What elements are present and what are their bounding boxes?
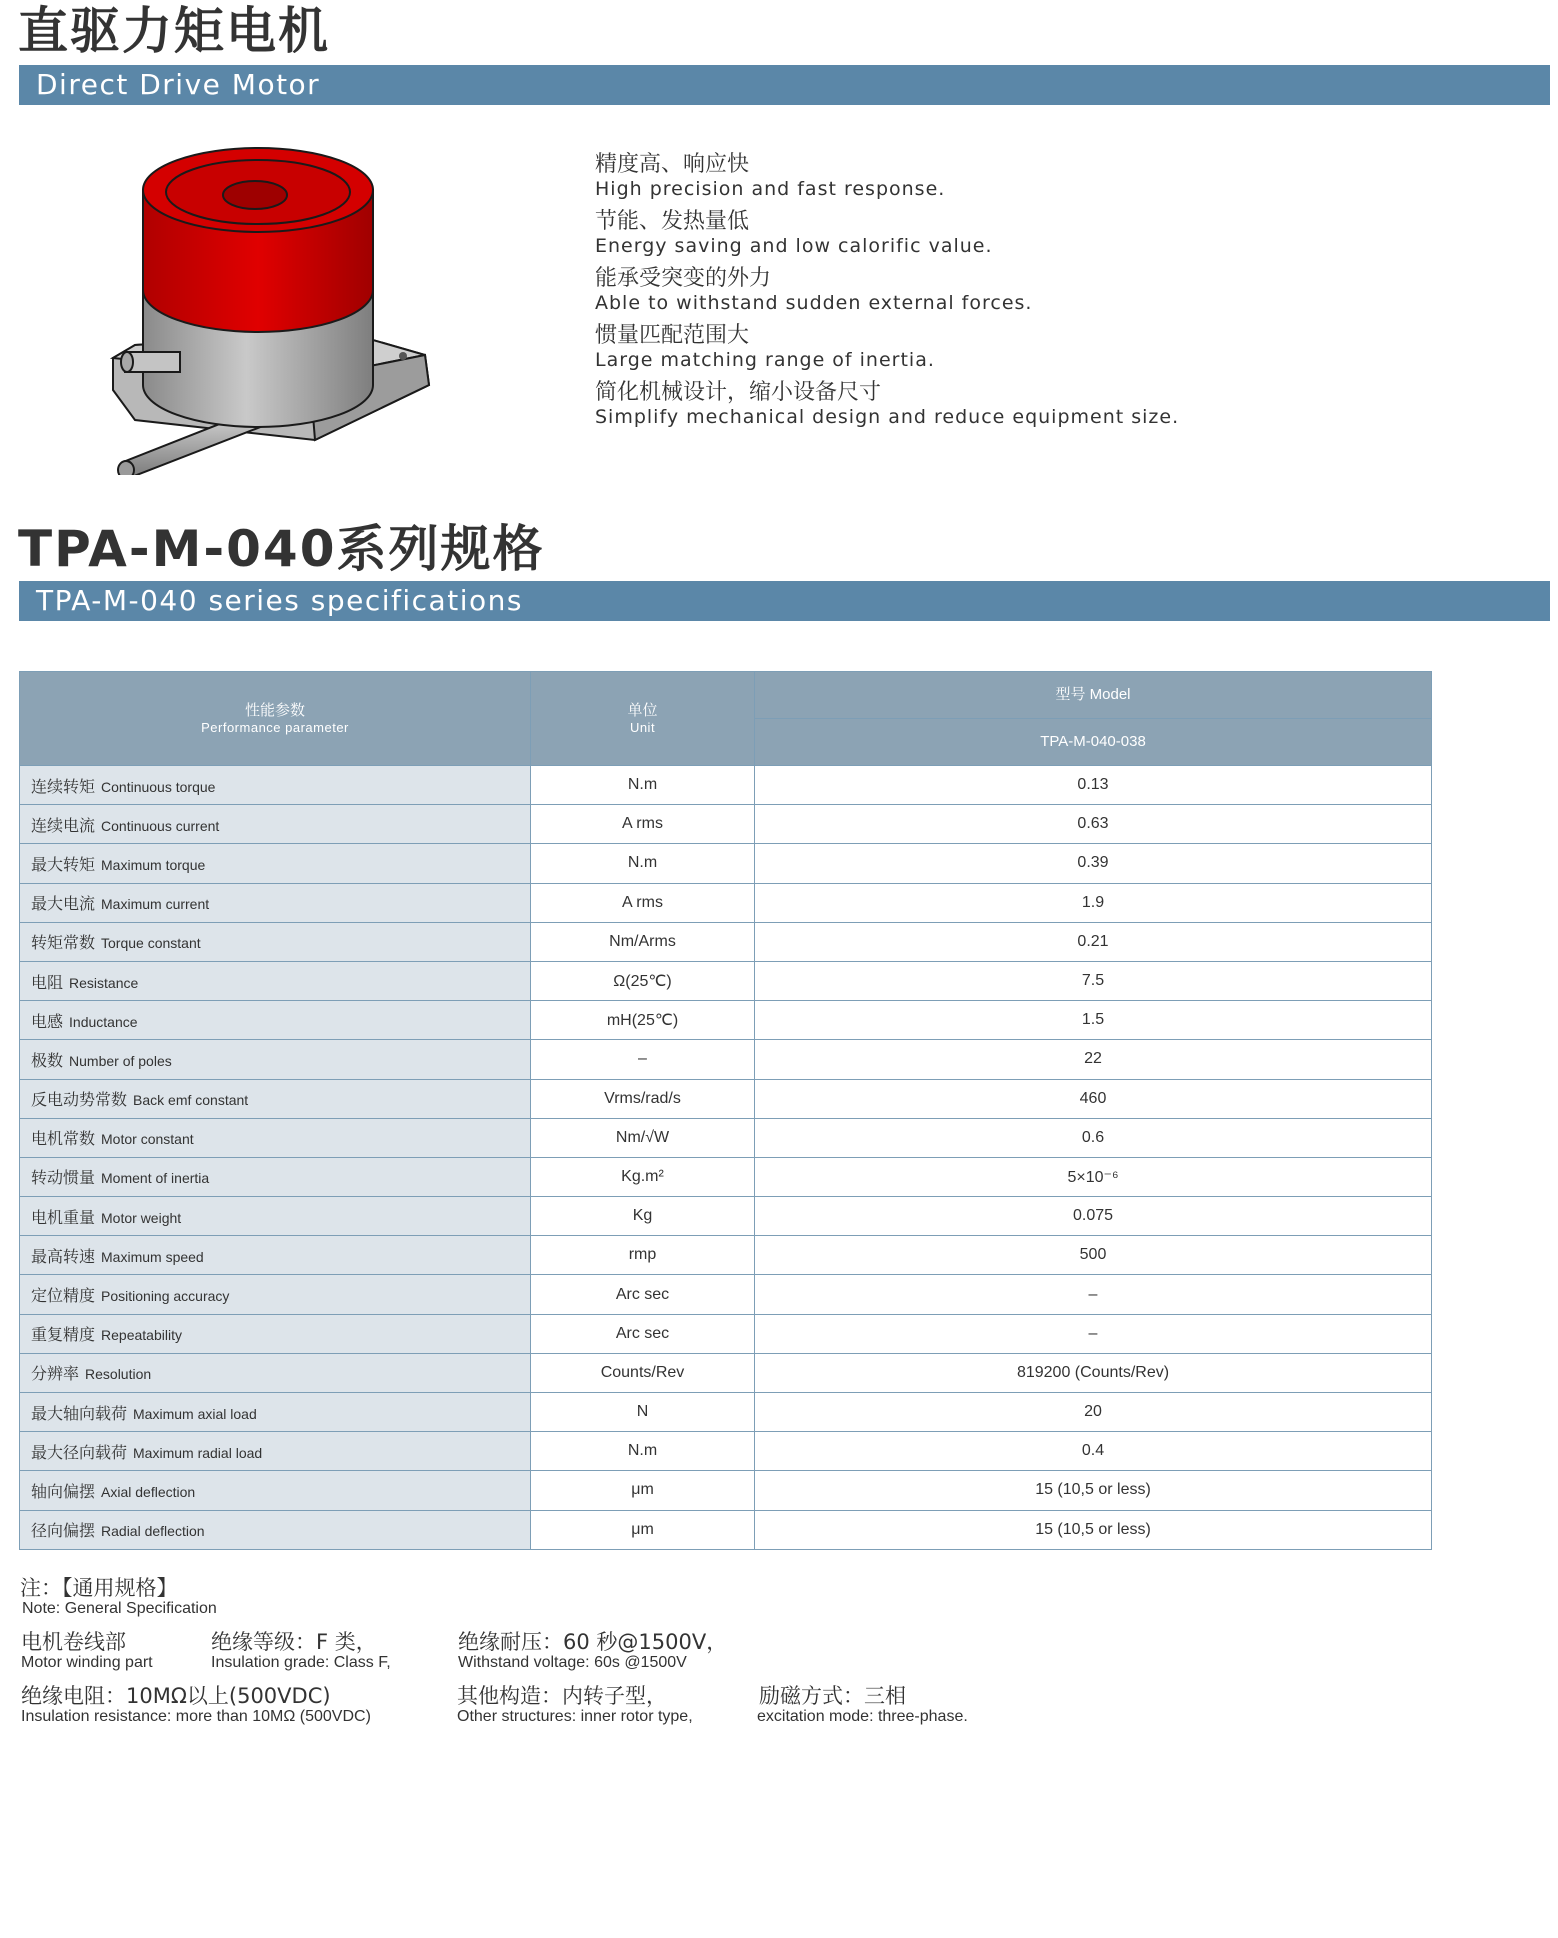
feature-cn: 惯量匹配范围大 <box>595 323 750 348</box>
param-cn: 径向偏摆 <box>31 1523 96 1541</box>
header-unit-en: Unit <box>629 719 656 735</box>
table-row <box>20 1393 1432 1432</box>
section-title-en-bar: Direct Drive Motor <box>19 65 1550 105</box>
param-en: Maximum current <box>101 896 210 913</box>
feature-en: Large matching range of inertia. <box>595 349 935 371</box>
param-cn: 电感 <box>31 1013 64 1031</box>
feature-item <box>595 266 1179 314</box>
param-cn: 定位精度 <box>31 1288 96 1306</box>
param-en: Maximum speed <box>101 1248 204 1265</box>
param-cn: 连续转矩 <box>31 778 96 796</box>
value-cell: – <box>755 1314 1432 1353</box>
feature-item <box>595 152 1179 200</box>
notes-title-en: Note: General Specification <box>22 1600 217 1617</box>
unit-cell: mH(25℃) <box>531 1001 755 1040</box>
table-row <box>20 844 1432 883</box>
unit-cell: Arc sec <box>531 1275 755 1314</box>
param-cell <box>20 766 531 805</box>
param-cell <box>20 1432 531 1471</box>
value-cell: 460 <box>755 1079 1432 1118</box>
unit-cell: Arc sec <box>531 1314 755 1353</box>
header-param-cn: 性能参数 <box>244 701 305 719</box>
param-cell <box>20 1510 531 1549</box>
feature-cn: 能承受突变的外力 <box>595 266 772 291</box>
table-row <box>20 883 1432 922</box>
table-row <box>20 1157 1432 1196</box>
feature-cn: 精度高、响应快 <box>595 152 750 177</box>
param-cell <box>20 805 531 844</box>
param-en: Inductance <box>69 1013 138 1030</box>
param-en: Maximum axial load <box>133 1405 257 1422</box>
feature-item <box>595 323 1179 371</box>
table-row <box>20 1040 1432 1079</box>
value-cell: 5×10⁻⁶ <box>755 1157 1432 1196</box>
header-model-name-text: TPA-M-040-038 <box>1040 733 1146 750</box>
feature-en: Simplify mechanical design and reduce equipment size. <box>595 406 1180 428</box>
param-cn: 电阻 <box>31 974 64 992</box>
value-cell: 500 <box>755 1236 1432 1275</box>
param-cell <box>20 1236 531 1275</box>
table-row <box>20 961 1432 1000</box>
table-row <box>20 1118 1432 1157</box>
param-cell <box>20 1393 531 1432</box>
feature-item <box>595 380 1179 428</box>
param-cn: 最大电流 <box>31 896 96 914</box>
unit-cell: Nm/√W <box>531 1118 755 1157</box>
param-cell <box>20 1040 531 1079</box>
param-cell <box>20 1079 531 1118</box>
param-en: Maximum radial load <box>133 1444 263 1461</box>
notes-title-cn: 注：【通用规格】 <box>20 1576 178 1600</box>
table-row <box>20 1510 1432 1549</box>
param-cell <box>20 1353 531 1392</box>
excitation-en: excitation mode: three-phase. <box>757 1708 968 1725</box>
param-en: Radial deflection <box>101 1523 205 1540</box>
motor-image <box>105 140 445 475</box>
unit-cell: N.m <box>531 844 755 883</box>
param-en: Motor constant <box>101 1131 194 1148</box>
value-cell: 1.5 <box>755 1001 1432 1040</box>
unit-cell: N.m <box>531 1432 755 1471</box>
header-unit <box>531 672 755 766</box>
unit-cell: Kg <box>531 1197 755 1236</box>
resistance-en: Insulation resistance: more than 10MΩ (500VDC) <box>21 1708 371 1725</box>
value-cell: 0.6 <box>755 1118 1432 1157</box>
unit-cell: Nm/Arms <box>531 922 755 961</box>
table-row <box>20 1001 1432 1040</box>
table-row <box>20 1197 1432 1236</box>
table-row <box>20 1353 1432 1392</box>
param-en: Positioning accuracy <box>101 1288 230 1305</box>
winding-en: Motor winding part <box>21 1654 153 1671</box>
param-cn: 转矩常数 <box>31 935 96 953</box>
param-en: Axial deflection <box>101 1483 196 1500</box>
table-row <box>20 1432 1432 1471</box>
param-cn: 重复精度 <box>31 1327 96 1345</box>
param-cn: 连续电流 <box>31 817 96 835</box>
notes-section <box>20 1572 1220 1772</box>
winding-cn: 电机卷线部 <box>21 1630 126 1654</box>
table-row <box>20 922 1432 961</box>
structure-cn: 其他构造：内转子型， <box>457 1684 667 1708</box>
section-title-cn: 直驱力矩电机 <box>18 2 330 60</box>
param-cn: 最高转速 <box>31 1248 96 1266</box>
resistance-cn: 绝缘电阻：10MΩ以上(500VDC) <box>21 1684 331 1708</box>
param-cn: 电机常数 <box>31 1131 96 1149</box>
value-cell: 0.63 <box>755 805 1432 844</box>
value-cell: 15 (10,5 or less) <box>755 1471 1432 1510</box>
unit-cell: rmp <box>531 1236 755 1275</box>
unit-cell: Counts/Rev <box>531 1353 755 1392</box>
param-cell <box>20 1118 531 1157</box>
unit-cell: N.m <box>531 766 755 805</box>
param-cn: 极数 <box>31 1052 64 1070</box>
param-cell <box>20 961 531 1000</box>
table-row <box>20 1236 1432 1275</box>
feature-en: High precision and fast response. <box>595 178 946 200</box>
param-cell <box>20 1471 531 1510</box>
value-cell: 819200 (Counts/Rev) <box>755 1353 1432 1392</box>
param-cell <box>20 922 531 961</box>
table-row <box>20 1079 1432 1118</box>
param-cell <box>20 1001 531 1040</box>
value-cell: 15 (10,5 or less) <box>755 1510 1432 1549</box>
param-cell <box>20 1314 531 1353</box>
param-en: Moment of inertia <box>101 1170 210 1187</box>
header-model-label <box>755 672 1432 719</box>
value-cell: 7.5 <box>755 961 1432 1000</box>
unit-cell: N <box>531 1393 755 1432</box>
table-row <box>20 766 1432 805</box>
unit-cell: μm <box>531 1471 755 1510</box>
withstand-cn: 绝缘耐压：60 秒@1500V， <box>458 1630 728 1654</box>
param-en: Resistance <box>69 974 139 991</box>
table-row <box>20 1314 1432 1353</box>
param-cn: 最大轴向载荷 <box>31 1405 128 1423</box>
param-cell <box>20 1197 531 1236</box>
param-cn: 转动惯量 <box>31 1170 96 1188</box>
spec-title-cn: TPA-M-040系列规格 <box>18 520 545 578</box>
param-cn: 最大转矩 <box>31 856 96 874</box>
param-en: Back emf constant <box>133 1092 249 1109</box>
value-cell: 0.13 <box>755 766 1432 805</box>
unit-cell: Vrms/rad/s <box>531 1079 755 1118</box>
spec-table-body <box>20 766 1432 1550</box>
structure-en: Other structures: inner rotor type, <box>457 1708 693 1725</box>
param-cn: 电机重量 <box>31 1209 96 1227</box>
spec-table <box>19 671 1432 1550</box>
feature-item <box>595 209 1179 257</box>
param-cn: 分辨率 <box>31 1366 80 1384</box>
unit-cell: A rms <box>531 883 755 922</box>
feature-en: Energy saving and low calorific value. <box>595 235 993 257</box>
param-cell <box>20 883 531 922</box>
value-cell: 20 <box>755 1393 1432 1432</box>
feature-en: Able to withstand sudden external forces. <box>595 292 1033 314</box>
value-cell: 0.4 <box>755 1432 1432 1471</box>
param-en: Continuous current <box>101 817 220 834</box>
value-cell: 1.9 <box>755 883 1432 922</box>
table-row <box>20 1471 1432 1510</box>
param-en: Continuous torque <box>101 778 216 795</box>
unit-cell: – <box>531 1040 755 1079</box>
table-row <box>20 805 1432 844</box>
table-row <box>20 1275 1432 1314</box>
header-unit-cn: 单位 <box>627 701 658 719</box>
header-param <box>20 672 531 766</box>
value-cell: 0.39 <box>755 844 1432 883</box>
header-model-name <box>755 719 1432 766</box>
unit-cell: Ω(25℃) <box>531 961 755 1000</box>
param-en: Number of poles <box>69 1052 172 1069</box>
param-cn: 反电动势常数 <box>31 1092 128 1110</box>
spec-title-en-bar: TPA-M-040 series specifications <box>19 581 1550 621</box>
param-en: Motor weight <box>101 1209 182 1226</box>
param-cell <box>20 844 531 883</box>
value-cell: 0.21 <box>755 922 1432 961</box>
withstand-en: Withstand voltage: 60s @1500V <box>458 1654 687 1671</box>
feature-list <box>595 152 1179 437</box>
unit-cell: Kg.m² <box>531 1157 755 1196</box>
value-cell: – <box>755 1275 1432 1314</box>
param-cn: 轴向偏摆 <box>31 1483 96 1501</box>
header-model-label-text: 型号 Model <box>1055 686 1131 703</box>
insulation-grade-en: Insulation grade: Class F, <box>211 1654 391 1671</box>
feature-cn: 简化机械设计，缩小设备尺寸 <box>595 380 882 405</box>
param-en: Torque constant <box>101 935 201 952</box>
param-en: Resolution <box>85 1366 152 1383</box>
param-en: Repeatability <box>101 1327 182 1344</box>
header-param-en: Performance parameter <box>201 719 349 735</box>
value-cell: 22 <box>755 1040 1432 1079</box>
insulation-grade-cn: 绝缘等级：F 类， <box>211 1630 377 1654</box>
param-en: Maximum torque <box>101 856 206 873</box>
feature-cn: 节能、发热量低 <box>595 209 750 234</box>
excitation-cn: 励磁方式：三相 <box>759 1684 906 1708</box>
param-cell <box>20 1275 531 1314</box>
param-cell <box>20 1157 531 1196</box>
value-cell: 0.075 <box>755 1197 1432 1236</box>
param-cn: 最大径向载荷 <box>31 1444 128 1462</box>
unit-cell: A rms <box>531 805 755 844</box>
unit-cell: μm <box>531 1510 755 1549</box>
